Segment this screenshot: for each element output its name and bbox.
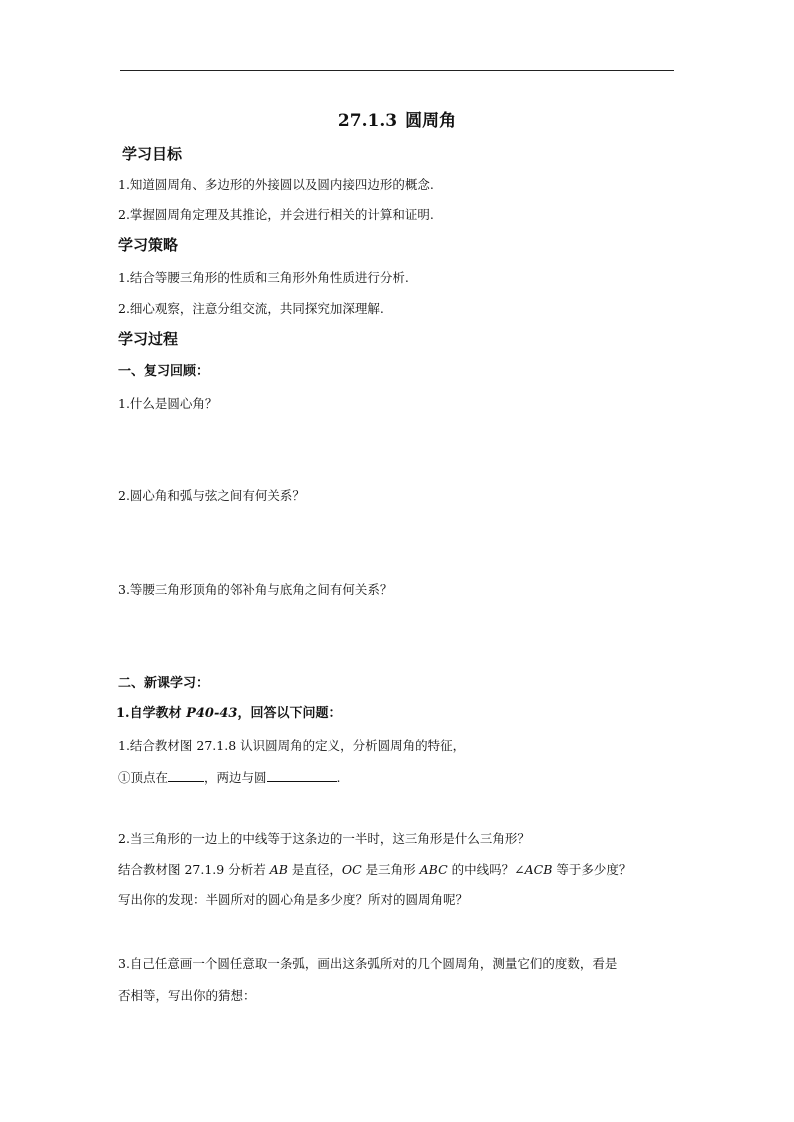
review-item-3: 3.等腰三角形顶角的邻补角与底角之间有何关系？ — [118, 582, 393, 597]
header-rule — [120, 70, 674, 71]
strategy-item-2: 2.细心观察，注意分组交流，共同探究加深理解. — [118, 301, 384, 316]
q2-line-3: 写出你的发现：半圆所对的圆心角是多少度？所对的圆周角呢？ — [118, 892, 469, 907]
review-item-2: 2.圆心角和弧与弦之间有何关系？ — [118, 488, 305, 503]
review-heading: 一、复习回顾： — [118, 364, 210, 379]
review-item-1: 1.什么是圆心角？ — [118, 396, 218, 411]
q2-line-2: 结合教材图 27.1.9 分析若 AB 是直径，OC 是三角形 ABC 的中线吗？∠ACB 等于多少度？ — [118, 862, 632, 877]
goal-item-2: 2.掌握圆周角定理及其推论，并会进行相关的计算和证明. — [118, 207, 434, 222]
section-title: 圆周角 — [405, 111, 457, 131]
q1-fill-line: ①顶点在 ，两边与圆 . — [118, 770, 341, 785]
goal-item-1: 1.知道圆周角、多边形的外接圆以及圆内接四边形的概念. — [118, 177, 434, 192]
q1-line: 1.结合教材图 27.1.8 认识圆周角的定义，分析圆周角的特征， — [118, 738, 466, 753]
fill-blank-vertex[interactable] — [168, 769, 204, 782]
section-number: 27.1.3 — [337, 111, 398, 131]
page-title — [0, 106, 794, 131]
new-lesson-heading: 二、新课学习： — [118, 676, 210, 691]
q3-line-2: 否相等，写出你的猜想： — [118, 988, 256, 1003]
strategy-item-1: 1.结合等腰三角形的性质和三角形外角性质进行分析. — [118, 270, 409, 285]
goals-heading: 学习目标 — [122, 145, 183, 163]
self-study-line: 1.自学教材 P40-43，回答以下问题： — [116, 706, 342, 721]
q2-line-1: 2.当三角形的一边上的中线等于这条边的一半时，这三角形是什么三角形？ — [118, 831, 530, 846]
fill-blank-sides[interactable] — [267, 769, 337, 782]
page-range: P40-43 — [186, 706, 238, 721]
strategy-heading: 学习策略 — [118, 236, 179, 254]
q3-line-1: 3.自己任意画一个圆任意取一条弧，画出这条弧所对的几个圆周角，测量它们的度数，看是 — [118, 956, 618, 971]
process-heading: 学习过程 — [118, 330, 179, 348]
